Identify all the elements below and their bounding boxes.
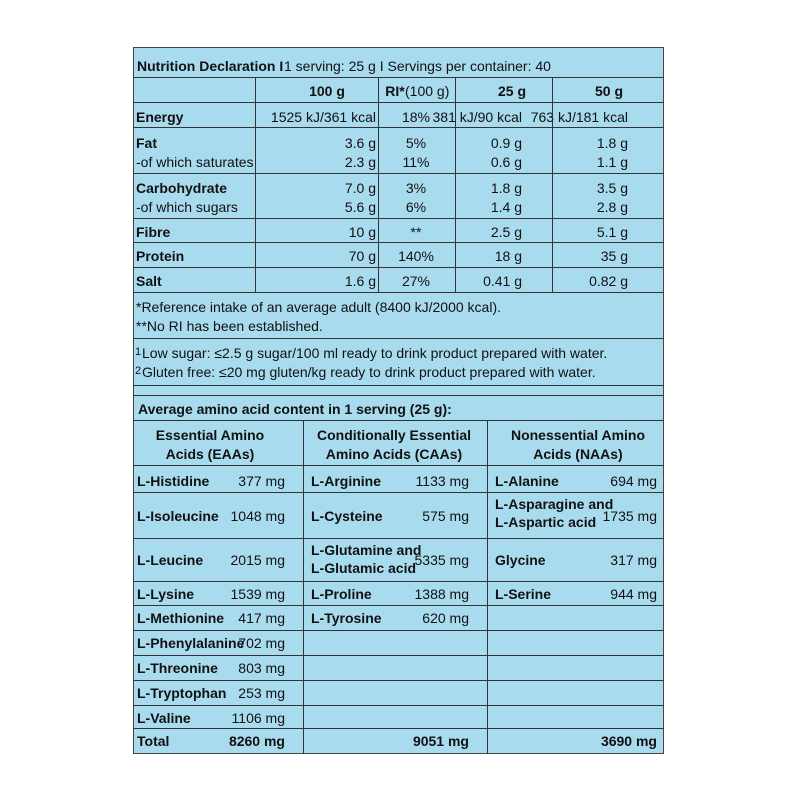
amino-column-header: Conditionally Essential — [316, 427, 472, 443]
amino-acid-value: 317 mg — [610, 552, 657, 568]
row-divider — [133, 173, 664, 174]
amino-acid-name: L-Valine — [137, 709, 191, 726]
amino-row-divider — [133, 655, 664, 656]
column-100g: 100 g — [309, 83, 345, 99]
amino-row-divider — [133, 538, 664, 539]
amino-acid-name: Glycine — [495, 552, 546, 568]
nutrient-name: Salt — [136, 273, 162, 289]
nutrient-value-100g: 7.0 g — [344, 180, 376, 196]
nutrient-ri: 11% — [402, 154, 430, 170]
nutrient-ri: 18% — [401, 109, 431, 125]
amino-acid-value: 5335 mg — [414, 552, 469, 568]
amino-acid-name: L-Methionine — [137, 609, 225, 626]
amino-row-divider — [133, 680, 664, 681]
amino-acid-value: 1048 mg — [230, 507, 285, 524]
column-divider — [255, 77, 256, 292]
row-divider — [133, 242, 664, 243]
nutrient-value-50g: 3.5 g — [596, 180, 628, 196]
nutrient-ri: 3% — [405, 180, 427, 196]
amino-acid-value: 803 mg — [238, 659, 285, 676]
amino-acid-name: L-Aspartic acid — [495, 514, 597, 530]
amino-acid-value: 253 mg — [238, 684, 285, 701]
notes-divider — [133, 338, 664, 339]
column-25g: 25 g — [497, 83, 527, 99]
amino-acid-value: 620 mg — [422, 609, 469, 626]
amino-acid-value: 417 mg — [238, 609, 285, 626]
amino-acid-value: 694 mg — [610, 473, 657, 489]
amino-acid-name: L-Cysteine — [311, 507, 383, 524]
nutrient-value-100g: 10 g — [348, 224, 376, 240]
nutrient-value-50g: 0.82 g — [589, 273, 628, 289]
title-divider — [133, 77, 664, 78]
amino-acid-name: L-Proline — [311, 585, 372, 602]
amino-total-caa: 9051 mg — [412, 733, 469, 749]
amino-acid-value: 1388 mg — [414, 585, 469, 602]
amino-acid-value: 1539 mg — [230, 585, 285, 602]
amino-acid-name: L-Isoleucine — [137, 507, 219, 524]
amino-acid-value: 1106 mg — [231, 709, 285, 726]
amino-acid-name: L-Alanine — [495, 473, 559, 489]
nutrient-name: -of which saturates — [136, 154, 254, 170]
amino-acid-name: L-Threonine — [137, 659, 218, 676]
amino-title-divider — [133, 420, 664, 421]
row-divider — [133, 218, 664, 219]
amino-column-header: Amino Acids (CAAs) — [325, 446, 463, 462]
amino-acid-value: 702 mg — [238, 634, 285, 651]
column-divider — [303, 420, 304, 754]
amino-row-divider — [133, 705, 664, 706]
amino-total-eaa: 8260 mg — [228, 733, 285, 749]
amino-acid-value: 1133 mg — [415, 473, 469, 489]
nutrient-value-25g: 2.5 g — [490, 224, 522, 240]
amino-column-header: Acids (NAAs) — [533, 446, 623, 462]
amino-acid-name: L-Glutamine and — [311, 542, 422, 558]
amino-row-divider — [133, 630, 664, 631]
amino-column-header: Acids (EAAs) — [165, 446, 255, 462]
footnote-marker: 1 — [135, 346, 142, 358]
nutrient-value-25g: 381 kJ/90 kcal — [432, 109, 522, 125]
amino-column-header: Essential Amino — [155, 427, 265, 443]
nutrient-value-25g: 0.6 g — [490, 154, 522, 170]
nutrient-ri: 27% — [401, 273, 431, 289]
nutrition-title-serving: 1 serving: 25 g I Servings per container: 40 — [284, 58, 551, 74]
nutrient-ri: 6% — [405, 199, 427, 215]
column-divider — [455, 77, 456, 292]
amino-header-divider — [133, 465, 664, 466]
nutrient-name: Carbohydrate — [136, 180, 228, 196]
nutrient-name: Energy — [136, 109, 184, 125]
amino-acid-name: L-Glutamic acid — [311, 560, 417, 576]
nutrient-value-100g: 2.3 g — [344, 154, 376, 170]
nutrient-value-25g: 18 g — [494, 248, 522, 264]
nutrient-value-100g: 70 g — [348, 248, 376, 264]
footnote-text: Gluten free: ≤20 mg gluten/kg ready to drink product prepared with water. — [142, 364, 596, 380]
amino-acid-name: L-Tyrosine — [311, 609, 382, 626]
amino-total-label: Total — [137, 733, 170, 749]
nutrient-value-25g: 1.4 g — [490, 199, 522, 215]
amino-acid-value: 575 mg — [422, 507, 469, 524]
nutrient-value-25g: 0.41 g — [483, 273, 522, 289]
row-divider — [133, 292, 664, 293]
nutrient-value-100g: 1.6 g — [344, 273, 376, 289]
nutrient-name: Protein — [136, 248, 185, 264]
row-divider — [133, 127, 664, 128]
nutrient-value-25g: 0.9 g — [490, 135, 522, 151]
amino-row-divider — [133, 581, 664, 582]
column-ri-unit: (100 g) — [405, 83, 450, 99]
nutrient-ri: 140% — [398, 248, 434, 264]
nutrient-value-50g: 1.8 g — [596, 135, 628, 151]
amino-column-header: Nonessential Amino — [510, 427, 646, 443]
amino-acid-name: L-Serine — [495, 585, 552, 602]
note-no-ri: **No RI has been established. — [136, 318, 323, 334]
column-ri: RI* — [385, 83, 405, 99]
nutrient-value-50g: 2.8 g — [596, 199, 628, 215]
note-reference-intake: *Reference intake of an average adult (8400 kJ/2000 kcal). — [136, 299, 502, 315]
nutrition-title: Nutrition Declaration I — [137, 58, 284, 74]
nutrient-ri: 5% — [405, 135, 427, 151]
amino-acid-value: 1735 mg — [602, 507, 657, 524]
amino-acid-value: 377 mg — [238, 473, 285, 489]
amino-acid-name: L-Arginine — [311, 473, 381, 489]
amino-acid-name: L-Phenylalanine — [137, 634, 245, 651]
amino-acid-name: L-Histidine — [137, 473, 210, 489]
column-divider — [487, 420, 488, 754]
footnotes-divider — [133, 385, 664, 386]
footnote-marker: 2 — [135, 365, 142, 377]
nutrient-name: Fibre — [136, 224, 171, 240]
amino-acid-name: L-Lysine — [137, 585, 195, 602]
column-50g: 50 g — [594, 83, 624, 99]
nutrient-value-50g: 763 kJ/181 kcal — [530, 109, 628, 125]
amino-row-divider — [133, 492, 664, 493]
header-divider — [133, 102, 664, 103]
amino-acid-value: 944 mg — [610, 585, 657, 602]
nutrient-value-50g: 5.1 g — [596, 224, 628, 240]
column-divider — [378, 77, 379, 292]
column-divider — [552, 77, 553, 292]
row-divider — [133, 267, 664, 268]
amino-acid-name: L-Tryptophan — [137, 684, 227, 701]
amino-row-divider — [133, 605, 664, 606]
nutrient-value-50g: 1.1 g — [596, 154, 628, 170]
amino-acid-value: 2015 mg — [230, 552, 285, 568]
footnote-text: Low sugar: ≤2.5 g sugar/100 ml ready to drink product prepared with water. — [142, 345, 608, 361]
nutrient-value-100g: 1525 kJ/361 kcal — [270, 109, 376, 125]
nutrient-value-100g: 3.6 g — [344, 135, 376, 151]
amino-total-naa: 3690 mg — [600, 733, 657, 749]
nutrient-value-25g: 1.8 g — [490, 180, 522, 196]
nutrient-value-100g: 5.6 g — [344, 199, 376, 215]
nutrient-value-50g: 35 g — [600, 248, 628, 264]
amino-row-divider — [133, 728, 664, 729]
nutrient-name: Fat — [136, 135, 157, 151]
amino-top-divider — [133, 395, 664, 396]
nutrient-ri: ** — [410, 224, 422, 240]
amino-title: Average amino acid content in 1 serving (25 g): — [138, 401, 452, 417]
nutrient-name: -of which sugars — [136, 199, 238, 215]
amino-acid-name: L-Asparagine and — [495, 496, 614, 512]
amino-acid-name: L-Leucine — [137, 552, 204, 568]
